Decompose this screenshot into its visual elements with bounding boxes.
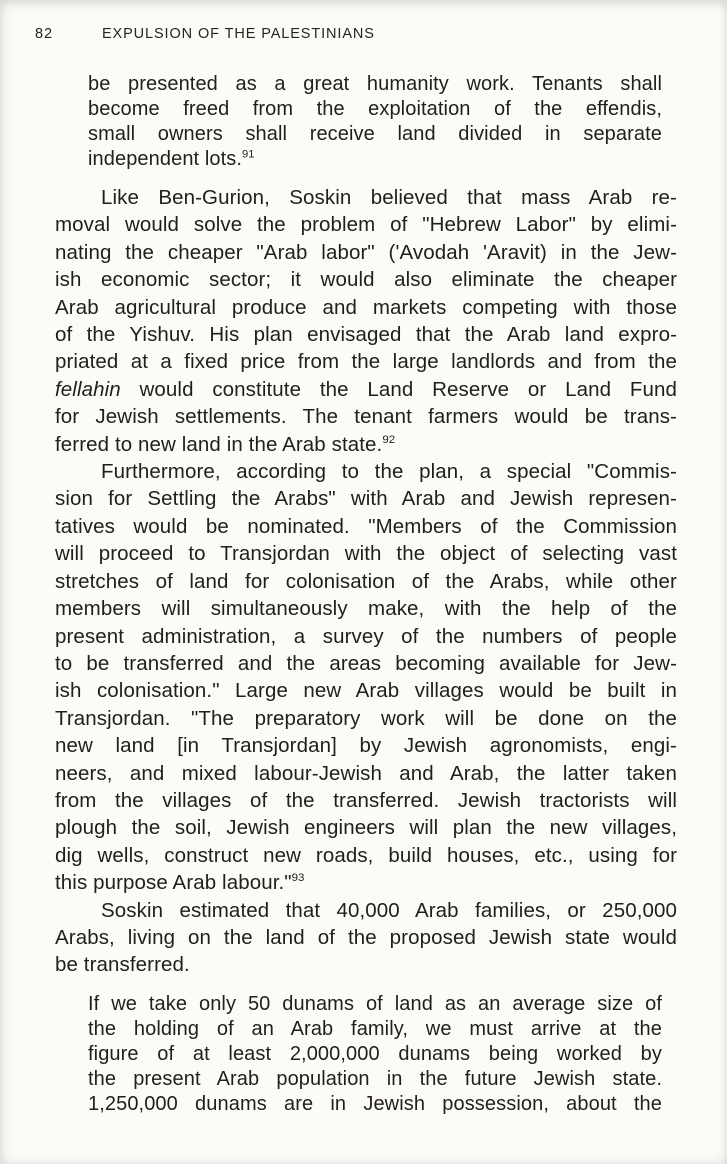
text-line <box>55 239 677 266</box>
quote-block <box>88 992 662 1117</box>
text-line <box>55 787 677 814</box>
text-segment: stretches of land for colonisation of the Arabs, while other <box>55 569 677 593</box>
text-segment: sion for Settling the Arabs" with Arab and Jewish represen- <box>55 487 677 511</box>
text-line <box>55 321 677 348</box>
text-segment: will proceed to Transjordan with the object of selecting vast <box>55 542 677 566</box>
text-line <box>88 1092 662 1117</box>
quote-block <box>88 72 662 172</box>
text-segment: to be transferred and the areas becoming available for Jew- <box>55 651 677 675</box>
text-segment: from the villages of the transferred. Jewish tractorists will <box>55 788 677 812</box>
text-segment: Like Ben-Gurion, Soskin believed that mass Arab re- <box>101 186 677 209</box>
text-line <box>55 924 677 951</box>
text-line <box>55 431 677 458</box>
text-segment: Arabs, living on the land of the proposed Jewish state would <box>55 925 677 949</box>
text-line <box>88 1067 662 1092</box>
text-segment: ish colonisation." Large new Arab villages would be built in <box>55 679 677 703</box>
footnote-ref: 92 <box>382 433 396 446</box>
text-segment: ferred to new land in the Arab state. <box>55 432 383 456</box>
footnote-ref: 93 <box>291 872 305 885</box>
text-segment: nating the cheaper "Arab labor" ('Avodah 'Aravit) in the Jew- <box>55 240 677 264</box>
paragraph-block <box>55 897 677 979</box>
text-segment: Arab agricultural produce and markets competing with those <box>55 295 677 319</box>
text-segment: the present Arab population in the future Jewish state. <box>88 1067 662 1090</box>
text-segment: tatives would be nominated. "Members of the Commission <box>55 514 677 538</box>
page-body <box>55 72 677 1117</box>
text-line <box>88 1042 662 1067</box>
text-line <box>55 403 677 430</box>
italic-term: fellahin <box>55 377 121 401</box>
text-segment: of the Yishuv. His plan envisaged that the Arab land expro- <box>55 323 677 347</box>
text-line <box>55 842 677 869</box>
text-line <box>88 72 662 97</box>
text-line <box>55 760 677 787</box>
text-segment: moval would solve the problem of "Hebrew Labor" by elimi- <box>55 213 677 237</box>
text-line <box>55 897 677 924</box>
text-line <box>55 513 677 540</box>
text-segment: figure of at least 2,000,000 dunams being worked by <box>88 1042 662 1065</box>
text-line <box>55 458 677 485</box>
text-line <box>55 266 677 293</box>
text-line <box>55 623 677 650</box>
text-line <box>55 294 677 321</box>
text-segment: for Jewish settlements. The tenant farmers would be trans- <box>55 405 677 429</box>
text-line <box>55 184 677 211</box>
text-line <box>55 650 677 677</box>
page-number: 82 <box>35 26 53 42</box>
text-segment: independent lots. <box>88 148 243 170</box>
text-segment: the holding of an Arab family, we must arrive at the <box>88 1017 662 1040</box>
text-line <box>55 732 677 759</box>
text-line <box>88 122 662 147</box>
text-segment: this purpose Arab labour." <box>55 871 292 895</box>
text-line <box>55 677 677 704</box>
text-line <box>55 568 677 595</box>
running-title: EXPULSION OF THE PALESTINIANS <box>101 26 375 42</box>
text-segment: members will simultaneously make, with the help of the <box>55 597 677 621</box>
footnote-ref: 91 <box>242 148 255 161</box>
text-line <box>55 485 677 512</box>
text-line <box>55 869 677 896</box>
text-segment: present administration, a survey of the numbers of people <box>55 624 677 648</box>
text-segment: plough the soil, Jewish engineers will plan the new villages, <box>55 816 677 840</box>
text-segment: 1,250,000 dunams are in Jewish possession, about the <box>88 1092 662 1115</box>
text-segment: new land [in Transjordan] by Jewish agronomists, engi- <box>55 734 677 758</box>
text-line <box>88 992 662 1017</box>
paragraph-block <box>55 458 677 897</box>
text-segment: Soskin estimated that 40,000 Arab families, or 250,000 <box>101 898 677 922</box>
text-line <box>55 211 677 238</box>
paragraph-block <box>55 184 677 458</box>
text-segment: neers, and mixed labour-Jewish and Arab, the latter taken <box>55 761 677 785</box>
text-segment: be presented as a great humanity work. Tenants shall <box>88 73 662 95</box>
text-segment: ish economic sector; it would also eliminate the cheaper <box>55 268 677 292</box>
text-line <box>55 814 677 841</box>
text-segment: dig wells, construct new roads, build houses, etc., using for <box>55 843 677 867</box>
text-segment: would constitute the Land Reserve or Land Fund <box>120 377 677 401</box>
text-line <box>88 147 662 172</box>
text-line <box>88 1017 662 1042</box>
text-line <box>55 540 677 567</box>
text-segment: Transjordan. "The preparatory work will be done on the <box>55 706 677 730</box>
text-segment: Furthermore, according to the plan, a special "Commis- <box>101 460 677 484</box>
text-line <box>55 705 677 732</box>
page-header <box>35 26 375 42</box>
text-segment: be transferred. <box>55 953 190 977</box>
text-line <box>55 348 677 375</box>
text-segment: become freed from the exploitation of the effendis, <box>88 98 662 120</box>
text-segment: If we take only 50 dunams of land as an average size of <box>88 992 662 1015</box>
text-segment: priated at a fixed price from the large landlords and from the <box>55 350 677 374</box>
text-line <box>55 595 677 622</box>
text-line <box>55 951 677 978</box>
text-line <box>55 376 677 403</box>
text-segment: small owners shall receive land divided in separate <box>88 123 662 145</box>
text-line <box>88 97 662 122</box>
